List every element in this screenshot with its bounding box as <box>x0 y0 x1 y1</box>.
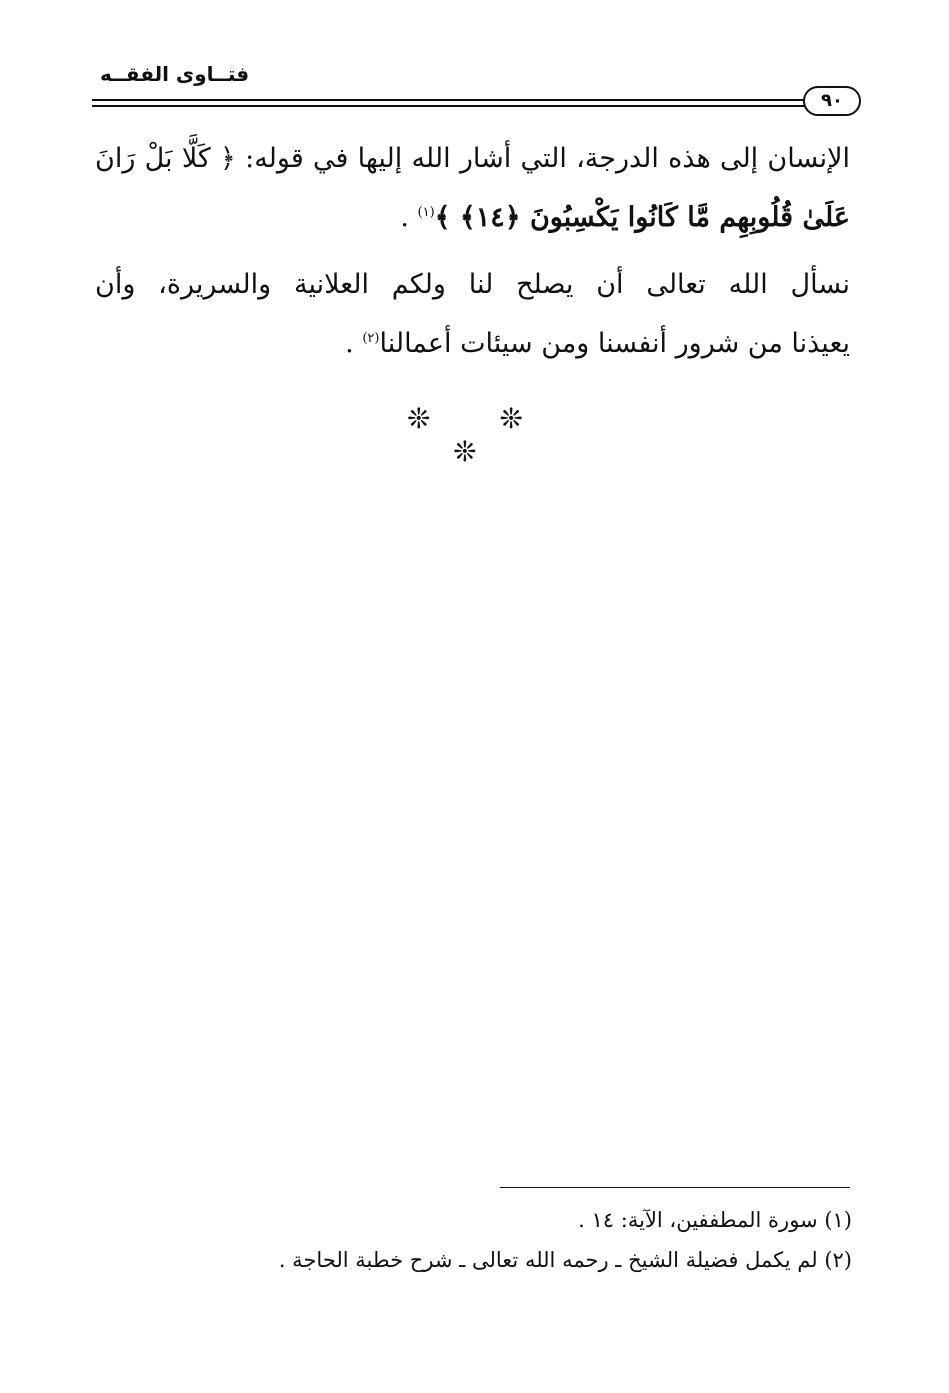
quran-verse: عَلَىٰ قُلُوبِهِم مَّا كَانُوا يَكْسِبُونَ ﴿١٤﴾ ﴾ <box>434 202 850 233</box>
paragraph-2-text: يعيذنا من شرور أنفسنا ومن سيئات أعمالنا <box>379 328 850 359</box>
paragraph-1 <box>95 132 850 245</box>
footnote-ref-1: (١) <box>417 205 435 220</box>
footnote-1: (١) سورة المطففين، الآية: ١٤ . <box>578 1208 852 1232</box>
running-header-title: فتــاوى الفقــه <box>100 62 250 86</box>
footnote-ref-2: (٢) <box>362 331 380 346</box>
page-number-badge: ٩٠ <box>803 86 861 116</box>
paragraph-2 <box>95 258 850 371</box>
header-rule <box>92 99 822 107</box>
paragraph-1-end: . <box>400 202 418 233</box>
footnote-rule <box>500 1187 850 1188</box>
paragraph-2-line-1: نسأل الله تعالى أن يصلح لنا ولكم العلانية والسريرة، وأن <box>95 269 850 300</box>
paragraph-2-end: . <box>345 328 363 359</box>
paragraph-1-line-1: الإنسان إلى هذه الدرجة، التي أشار الله إليها في قوله: ﴿ كَلَّا بَلْ رَانَ <box>95 143 850 174</box>
paragraph-1-line-2 <box>95 186 850 245</box>
paragraph-2-line-2 <box>95 312 850 371</box>
section-separator-stars: ❊ ❊ ❊ <box>407 402 553 468</box>
footnote-2: (٢) لم يكمل فضيلة الشيخ ـ رحمه الله تعالى ـ شرح خطبة الحاجة . <box>278 1248 852 1272</box>
footnotes <box>200 1200 852 1280</box>
